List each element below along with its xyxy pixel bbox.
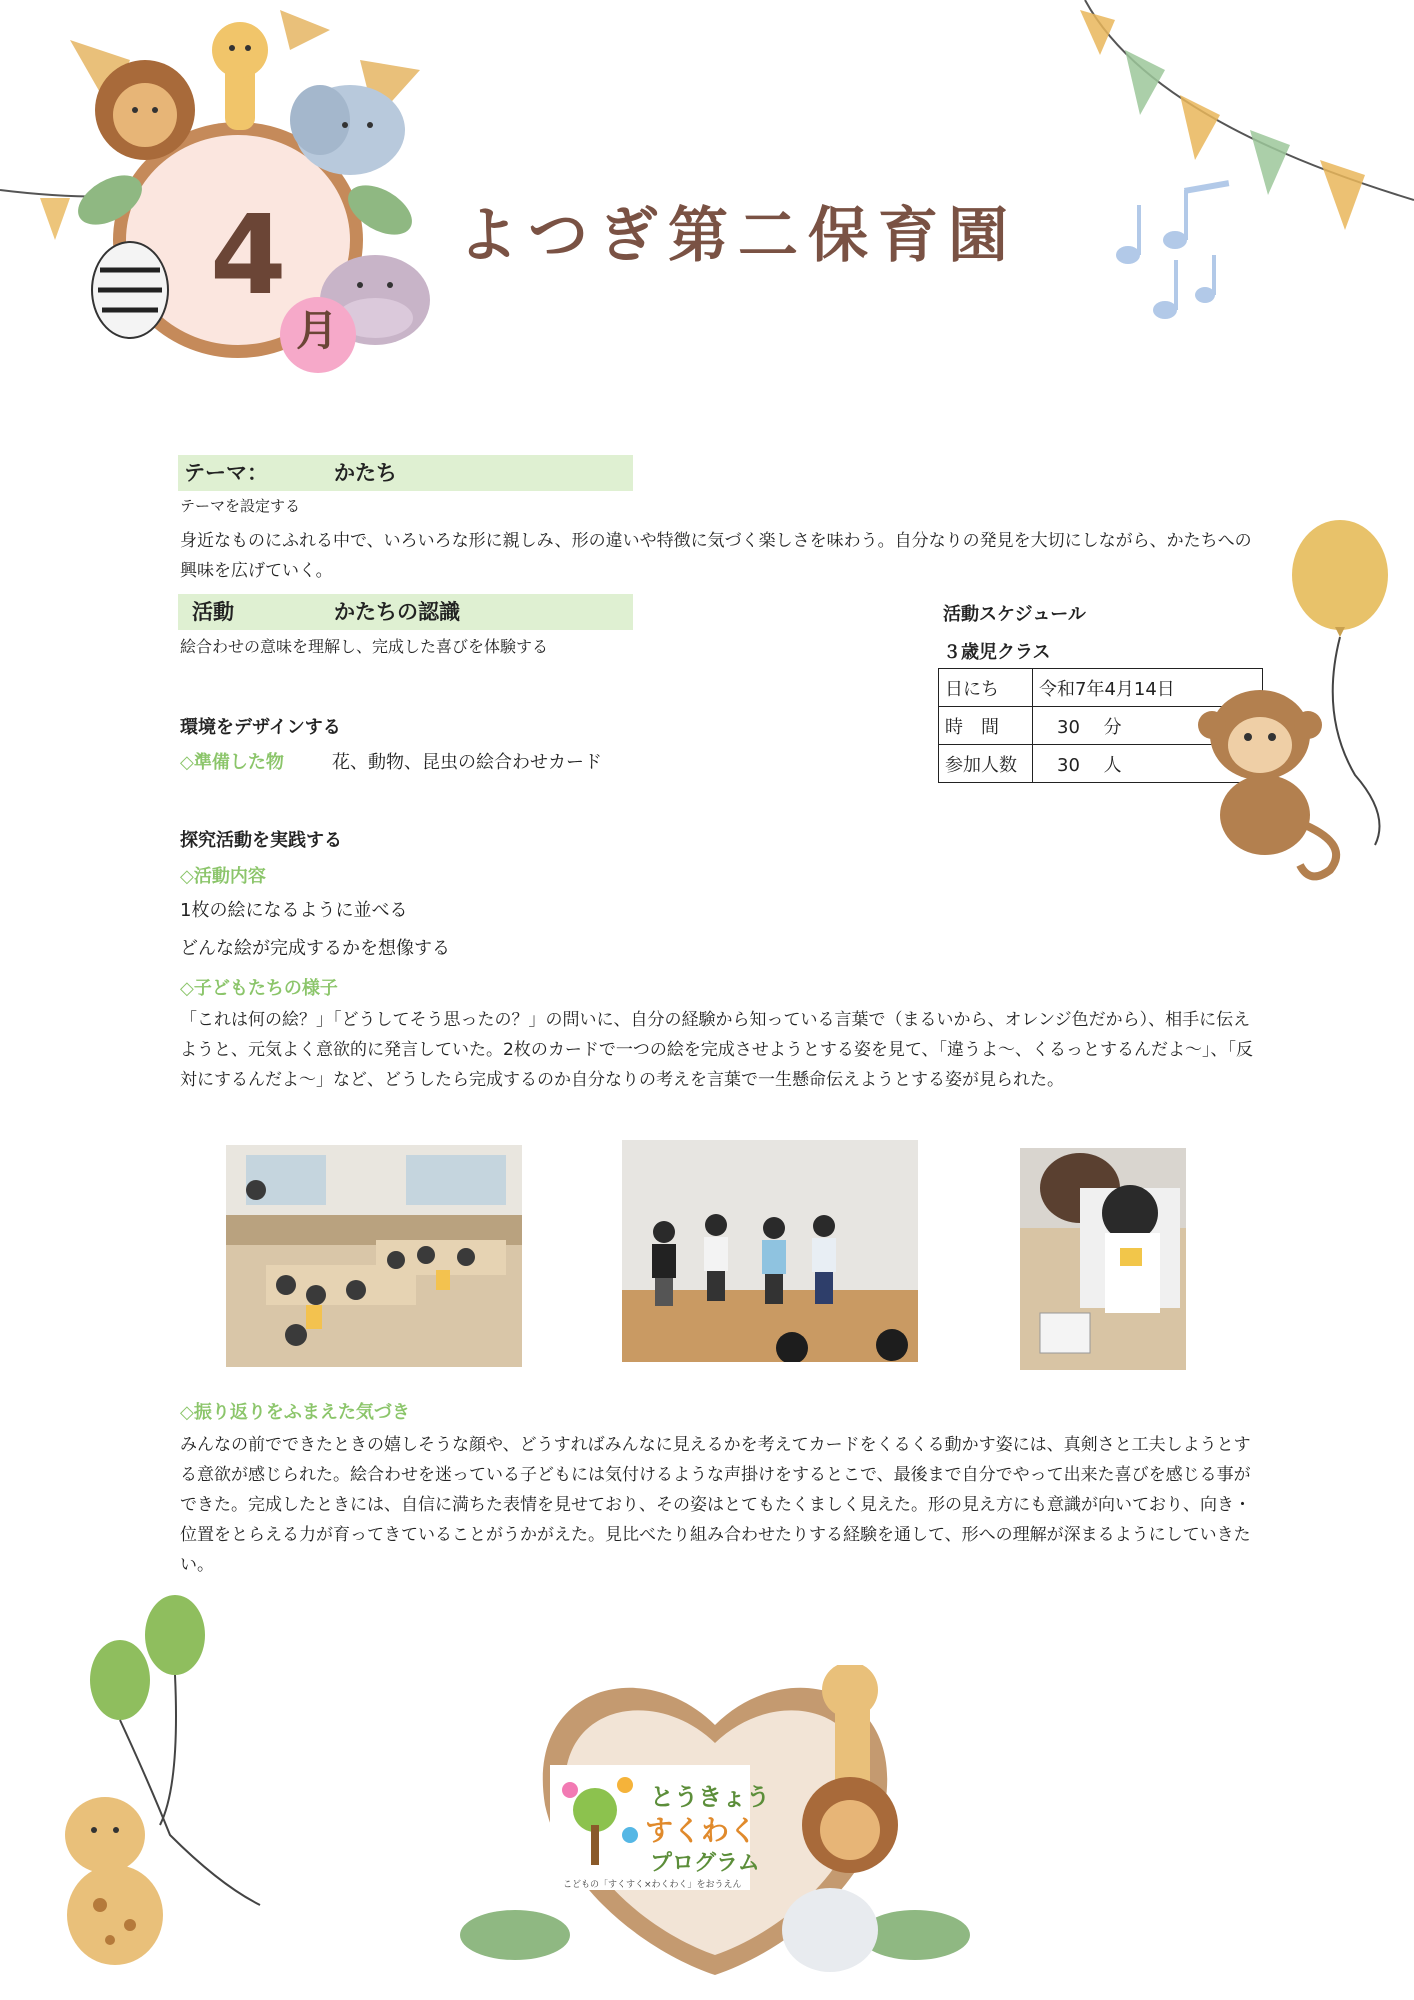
prepared-value: 花、動物、昆虫の絵合わせカード <box>332 752 602 773</box>
schedule-value: 30 分 <box>1033 707 1263 745</box>
schedule-value: 30 人 <box>1033 745 1263 783</box>
month-char: 月 <box>296 306 339 355</box>
photo-teacher-child <box>1020 1148 1186 1370</box>
photo-children-presenting <box>622 1140 918 1362</box>
giraffe-balloon-illustration <box>30 1585 290 1985</box>
environment-heading: 環境をデザインする <box>180 717 341 738</box>
schedule-value: 令和7年4月14日 <box>1033 669 1263 707</box>
activity-value: かたちの認識 <box>334 600 460 624</box>
reflection-text: みんなの前でできたときの嬉しそうな顔や、どうすればみんなに見えるかを考えてカードをくるくる動かす姿には、真剣さと工夫しようとする意欲が感じられた。絵合わせを迷っている子どもには気付けるような声掛けをするとこで、最後まで自分でやって出来た喜びを感じる事ができた。完成したときには、自信に満ちた表情を見せており、その姿はとてもたくましく見えた。形の見え方にも意識が向いており、向き・位置をとらえる力が育ってきていることがうかがえた。見比べたり組み合わせたりする経験を通して、形への理解が深まるようにしていきたい。 <box>180 1435 1251 1575</box>
schedule-class: ３歳児クラス <box>943 642 1051 663</box>
schedule-title: 活動スケジュール <box>943 604 1086 625</box>
activity-heading <box>178 594 633 630</box>
activity-caption: 絵合わせの意味を理解し、完成した喜びを体験する <box>180 637 549 656</box>
photo-classroom <box>226 1145 522 1367</box>
prepared-row <box>180 748 602 774</box>
theme-label: テーマ： <box>184 461 268 485</box>
logo-line3: プログラム <box>650 1851 760 1876</box>
content-label: ◇活動内容 <box>180 866 266 887</box>
reflection-label: ◇振り返りをふまえた気づき <box>180 1402 410 1423</box>
content-line: どんな絵が完成するかを想像する <box>180 938 450 959</box>
logo-tagline: こどもの「すくすく×わくわく」をおうえん <box>563 1880 742 1890</box>
theme-description: 身近なものにふれる中で、いろいろな形に親しみ、形の違いや特徴に気づく楽しさを味わう。自分なりの発見を大切にしながら、かたちへの興味を広げていく。 <box>180 531 1252 581</box>
monkey-balloon-illustration <box>1180 515 1414 885</box>
theme-heading <box>178 455 633 491</box>
activity-label: 活動 <box>192 600 234 624</box>
schedule-key: 参加人数 <box>939 745 1033 783</box>
month-number: 4 <box>210 191 287 319</box>
children-text: 「これは何の絵？」「どうしてそう思ったの？」の問いに、自分の経験から知っている言葉で（まるいから、オレンジ色だから）、相手に伝えようと、元気よく意欲的に発言していた。2枚のカードで一つの絵を完成させようとする姿を見て、「違うよ～、くるっとするんだよ～」、「反対にするんだよ～」など、どうしたら完成するのか自分なりの考えを言葉で一生懸命伝えようとする姿が見られた。 <box>180 1010 1253 1090</box>
theme-value: かたち <box>334 461 397 485</box>
school-name: よつぎ第二保育園 <box>458 201 1018 271</box>
schedule-key: 時 間 <box>939 707 1033 745</box>
logo-line1: とうきょう <box>650 1783 770 1811</box>
prepared-label: ◇準備した物 <box>180 752 284 773</box>
logo-line2: すくわく <box>645 1814 758 1847</box>
schedule-key: 日にち <box>939 669 1033 707</box>
program-logo-illustration <box>455 1665 975 2000</box>
theme-caption: テーマを設定する <box>180 497 301 515</box>
content-line: 1枚の絵になるように並べる <box>180 900 408 921</box>
inquiry-heading: 探究活動を実践する <box>180 830 342 851</box>
children-label: ◇子どもたちの様子 <box>180 978 338 999</box>
